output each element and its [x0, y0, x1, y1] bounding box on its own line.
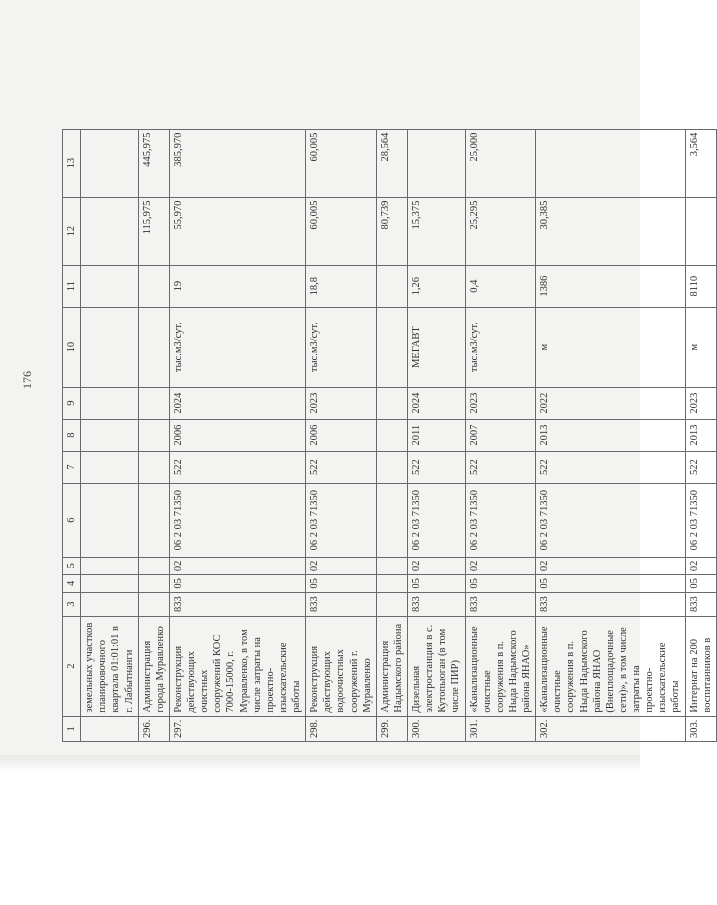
object-name: Администрация Надымского района [376, 616, 407, 716]
table-cell: 833 [306, 592, 377, 616]
table-cell [138, 483, 169, 557]
table-cell [81, 592, 139, 616]
table-cell [81, 265, 139, 307]
table-header-row [63, 129, 81, 741]
table-cell: м [685, 307, 716, 387]
table-cell [81, 575, 139, 593]
table-cell: 2011 [408, 419, 466, 451]
table-cell: 833 [408, 592, 466, 616]
table-cell: 522 [465, 451, 536, 483]
table-cell: 60,005 [306, 129, 377, 197]
table-cell: 2013 [685, 419, 716, 451]
column-header: 9 [63, 387, 81, 419]
object-name: Дизельная электростанция в с. Кутопьюган (в том числе ПИР) [408, 616, 466, 716]
table-cell: 2013 [536, 419, 685, 451]
page-number: 176 [20, 371, 34, 389]
table-cell: 06 2 03 71350 [465, 483, 536, 557]
table-cell [81, 387, 139, 419]
table-cell [138, 419, 169, 451]
object-name: Реконструкция действующих очистных сооружений КОС 7000-15000, г. Муравленко, в том числе затраты на проектно-изыскательские работы [169, 616, 305, 716]
object-name: земельных участков планировочного квартала 01:01:01 в г. Лабытнанги [81, 616, 139, 716]
column-header: 4 [63, 575, 81, 593]
column-header: 3 [63, 592, 81, 616]
column-header: 2 [63, 616, 81, 716]
table-cell [138, 387, 169, 419]
table-cell: 25,295 [465, 197, 536, 265]
table-cell: 522 [408, 451, 466, 483]
table-cell: 0,4 [465, 265, 536, 307]
table-cell: 02 [306, 557, 377, 575]
table-cell [138, 265, 169, 307]
table-cell: тыс.м3/сут. [465, 307, 536, 387]
table-cell: 2023 [306, 387, 377, 419]
row-number: 299. [376, 716, 407, 741]
table-cell [138, 307, 169, 387]
table-cell: 06 2 03 71350 [306, 483, 377, 557]
table-cell [376, 419, 407, 451]
table-cell [81, 451, 139, 483]
table-cell: 05 [306, 575, 377, 593]
row-number [81, 716, 139, 741]
table-row [376, 129, 407, 741]
table-cell: 18,8 [306, 265, 377, 307]
table-cell: 15,375 [408, 197, 466, 265]
table-cell [81, 483, 139, 557]
table-cell: 02 [465, 557, 536, 575]
table-row [536, 129, 685, 741]
table-row [685, 129, 716, 741]
table-cell: 2022 [536, 387, 685, 419]
table-cell [685, 197, 716, 265]
table-cell: 833 [536, 592, 685, 616]
row-number: 301. [465, 716, 536, 741]
column-header: 1 [63, 716, 81, 741]
column-header: 5 [63, 557, 81, 575]
column-header: 11 [63, 265, 81, 307]
table-row [169, 129, 305, 741]
table-cell: 445,975 [138, 129, 169, 197]
row-number: 296. [138, 716, 169, 741]
table-cell: 05 [465, 575, 536, 593]
column-header: 12 [63, 197, 81, 265]
table-row [138, 129, 169, 741]
table-cell [81, 307, 139, 387]
table-cell: 522 [169, 451, 305, 483]
column-header: 10 [63, 307, 81, 387]
row-number: 298. [306, 716, 377, 741]
table-cell: 2023 [465, 387, 536, 419]
table-cell: 60,005 [306, 197, 377, 265]
table-cell: 06 2 03 71350 [169, 483, 305, 557]
table-cell: 1,26 [408, 265, 466, 307]
object-name: Администрация города Муравленко [138, 616, 169, 716]
table-cell: 3,564 [685, 129, 716, 197]
table-cell [138, 557, 169, 575]
object-name: «Канализационные очистные сооружения в п. Ныда Надымского района ЯНАО» [465, 616, 536, 716]
table-cell [408, 129, 466, 197]
row-number: 302. [536, 716, 685, 741]
table-cell: 833 [169, 592, 305, 616]
object-name: Интернат на 200 воспитанников в [685, 616, 716, 716]
table-cell: 8110 [685, 265, 716, 307]
column-header: 13 [63, 129, 81, 197]
row-number: 297. [169, 716, 305, 741]
table-cell: м [536, 307, 685, 387]
table-cell: 02 [536, 557, 685, 575]
table-row [408, 129, 466, 741]
table-cell: МЕГАВТ [408, 307, 466, 387]
table-cell: 25,000 [465, 129, 536, 197]
table-cell [81, 197, 139, 265]
table-cell: 522 [306, 451, 377, 483]
table-cell: 80,739 [376, 197, 407, 265]
table-cell [376, 557, 407, 575]
table-cell [376, 387, 407, 419]
table-cell: 30,385 [536, 197, 685, 265]
table-cell [376, 592, 407, 616]
table-cell: 522 [536, 451, 685, 483]
row-number: 300. [408, 716, 466, 741]
object-name: «Канализационные очистные сооружения в п. Ныда Надымского района ЯНАО (Внеплощадочные сети)», в том числе затраты на проектно-изыскательские работы [536, 616, 685, 716]
table-cell [138, 575, 169, 593]
table-cell [536, 129, 685, 197]
table-cell: 06 2 03 71350 [685, 483, 716, 557]
table-cell [81, 557, 139, 575]
table-cell: 02 [685, 557, 716, 575]
table-cell: 05 [408, 575, 466, 593]
table-cell [376, 451, 407, 483]
table-cell: 2006 [169, 419, 305, 451]
table-cell: 05 [536, 575, 685, 593]
table-cell [138, 592, 169, 616]
table-cell [81, 419, 139, 451]
table-cell: 55,970 [169, 197, 305, 265]
column-header: 7 [63, 451, 81, 483]
table-cell [376, 265, 407, 307]
table-cell: тыс.м3/сут. [306, 307, 377, 387]
table-row [306, 129, 377, 741]
table-cell: 2006 [306, 419, 377, 451]
table-row [81, 129, 139, 741]
table-cell: 833 [465, 592, 536, 616]
table-cell [376, 307, 407, 387]
table-cell: 1386 [536, 265, 685, 307]
table-cell: 02 [408, 557, 466, 575]
column-header: 6 [63, 483, 81, 557]
table-cell [376, 483, 407, 557]
table-cell: 2024 [408, 387, 466, 419]
table-cell [376, 575, 407, 593]
table-cell: 385,970 [169, 129, 305, 197]
table-cell: 19 [169, 265, 305, 307]
table-cell [138, 451, 169, 483]
table-cell: тыс.м3/сут. [169, 307, 305, 387]
table-cell: 522 [685, 451, 716, 483]
table-cell: 06 2 03 71350 [408, 483, 466, 557]
table-cell: 06 2 03 71350 [536, 483, 685, 557]
table-cell: 05 [685, 575, 716, 593]
column-header: 8 [63, 419, 81, 451]
table-cell: 02 [169, 557, 305, 575]
table-cell: 115,975 [138, 197, 169, 265]
table-cell: 833 [685, 592, 716, 616]
table-cell: 28,564 [376, 129, 407, 197]
table-cell: 05 [169, 575, 305, 593]
table-cell [81, 129, 139, 197]
investment-objects-table [62, 129, 717, 742]
table-row [465, 129, 536, 741]
object-name: Реконструкция действующих водоочистных сооружений г. Муравленко [306, 616, 377, 716]
table-cell: 2007 [465, 419, 536, 451]
table-cell: 2024 [169, 387, 305, 419]
row-number: 303. [685, 716, 716, 741]
table-cell: 2023 [685, 387, 716, 419]
